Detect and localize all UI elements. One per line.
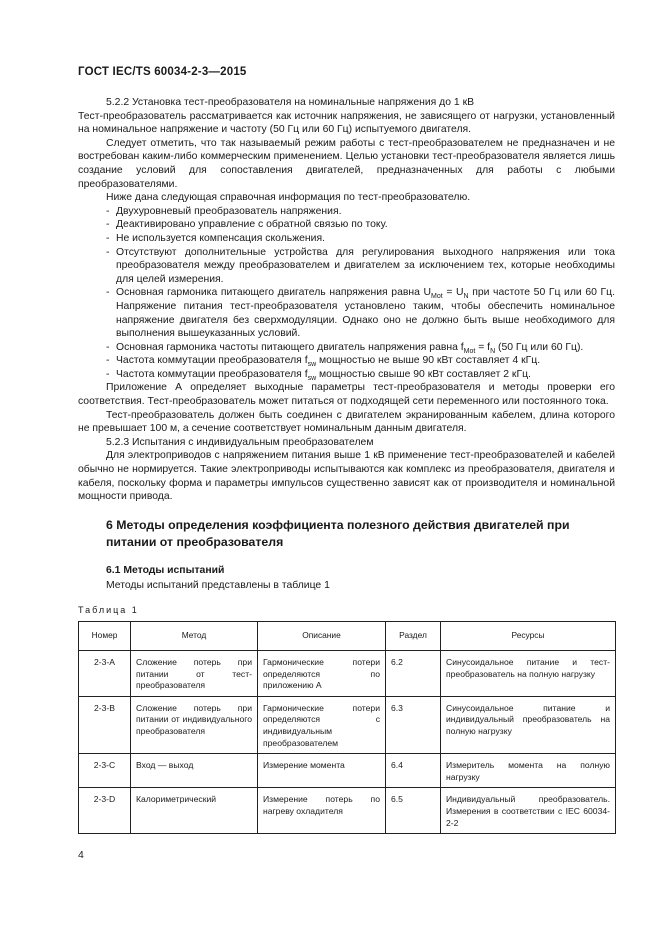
table-row xyxy=(79,788,616,834)
document-header: ГОСТ IEC/TS 60034-2-3—2015 xyxy=(78,66,247,78)
list-item: - Деактивировано управление с обратной связью по току. xyxy=(106,219,388,231)
subsection-heading-522: 5.2.2 Установка тест-преобразователя на номинальные напряжения до 1 кВ xyxy=(106,97,475,108)
page-number: 4 xyxy=(78,850,84,861)
table-cell: 6.3 xyxy=(386,696,441,753)
table-cell: Измеритель момента на полную нагрузку xyxy=(441,754,616,788)
body-text xyxy=(78,96,615,504)
subsection-heading-523: 5.2.3 Испытания с индивидуальным преобразователем xyxy=(106,436,374,448)
table-cell: Измерение момента xyxy=(258,754,386,788)
section-6-title: 6 Методы определения коэффициента полезного действия двигателей при питании от преобразователя xyxy=(106,518,570,549)
paragraph: Следует отметить, что так называемый режим работы с тест-преобразователем не предназначен и не востребован каким-либо коммерческим применением. Целью установки тест-преобразователя является лишь создание условий для сопоставления двигателей, предназначенных для работы с любыми преобразователями. xyxy=(78,137,615,190)
table-cell: Гармонические потери определяются по приложению А xyxy=(258,651,386,697)
subsection-heading-61: 6.1 Методы испытаний xyxy=(106,565,225,576)
column-header: Номер xyxy=(79,622,131,651)
table-row xyxy=(79,696,616,753)
table-cell: Вход — выход xyxy=(131,754,258,788)
table-cell: Синусоидальное питание и тест-преобразователь на полную нагрузку xyxy=(441,651,616,697)
column-header: Раздел xyxy=(386,622,441,651)
table-cell: 2-3-B xyxy=(79,696,131,753)
table-cell: Калориметрический xyxy=(131,788,258,834)
column-header: Ресурсы xyxy=(441,622,616,651)
list-item: - Основная гармоника частоты питающего двигатель напряжения равна $f_{Mot} = f_N$ (50 Гц или 60 Гц). xyxy=(106,341,584,355)
list-item: - Не используется компенсация скольжения. xyxy=(106,232,325,244)
column-header: Описание xyxy=(258,622,386,651)
list-item: - Частота коммутации преобразователя $f_{sw}$ мощностью свыше 90 кВт составляет 2 кГц. xyxy=(106,368,531,382)
paragraph: Для электроприводов с напряжением питания выше 1 кВ применение тест-преобразователей и кабелей обычно не нормируется. Такие электроприводы испытываются как комплекс из преобразователя, двигателя и кабеля, поскольку форма и параметры импульсов существенно зависят как от производителя и номинальной мощности привода. xyxy=(78,450,615,503)
table-caption: Таблица 1 xyxy=(78,605,139,615)
table-row xyxy=(79,651,616,697)
paragraph: Тест-преобразователь рассматривается как источник напряжения, не зависящего от нагрузки, установленный на номинальное напряжение и частоту (50 Гц или 60 Гц) испытуемого двигателя. xyxy=(78,110,615,136)
table-cell: 6.4 xyxy=(386,754,441,788)
table-row xyxy=(79,754,616,788)
paragraph: Ниже дана следующая справочная информация по тест-преобразователю. xyxy=(106,192,471,204)
table-cell: 6.2 xyxy=(386,651,441,697)
paragraph: Тест-преобразователь должен быть соединен с двигателем экранированным кабелем, длина которого не превышает 100 м, а сечение соответствует номинальным данным двигателя. xyxy=(78,409,615,435)
table-cell: 2-3-A xyxy=(79,651,131,697)
table-cell: Сложение потерь при питании от тест-преобразователя xyxy=(131,651,258,697)
table-cell: Синусоидальное питание и индивидуальный преобразователь на полную нагрузку xyxy=(441,696,616,753)
list-item: - Основная гармоника питающего двигатель напряжения равна $U_{Mot} = U_N$ при частоте 50 Гц или 60 Гц. Напряжение питания тест-преобразователя установлено таким, чтобы обеспечить номинальное напряжение двигателя без сверхмодуляции. Однако оно не должно быть выше необходимого для выполнения вышеуказанных условий. xyxy=(106,287,616,340)
methods-table xyxy=(78,621,616,834)
table-cell: 2-3-C xyxy=(79,754,131,788)
table-cell: Гармонические потери определяются с индивидуальным преобразователем xyxy=(258,696,386,753)
table-intro: Методы испытаний представлены в таблице 1 xyxy=(106,580,330,591)
table-cell: Индивидуальный преобразователь. Измерения в соответствии с IEC 60034-2-2 xyxy=(441,788,616,834)
table-cell: 6.5 xyxy=(386,788,441,834)
table-cell: Измерение потерь по нагреву охладителя xyxy=(258,788,386,834)
column-header: Метод xyxy=(131,622,258,651)
table-cell: 2-3-D xyxy=(79,788,131,834)
list-item: - Частота коммутации преобразователя $f_{sw}$ мощностью не выше 90 кВт составляет 4 кГц. xyxy=(106,355,541,369)
table-header-row xyxy=(79,622,616,651)
paragraph: Приложение А определяет выходные параметры тест-преобразователя и методы проверки его соответствия. Тест-преобразователь может питаться от подходящей сети переменного или постоянного тока. xyxy=(78,382,615,408)
table-cell: Сложение потерь при питании от индивидуального преобразователя xyxy=(131,696,258,753)
list-item: - Отсутствуют дополнительные устройства для регулирования выходного напряжения или тока преобразователя между преобразователем и двигателем за исключением тех, которые необходимы для целей измерения. xyxy=(106,246,615,285)
list-item: - Двухуровневый преобразователь напряжения. xyxy=(106,205,342,217)
